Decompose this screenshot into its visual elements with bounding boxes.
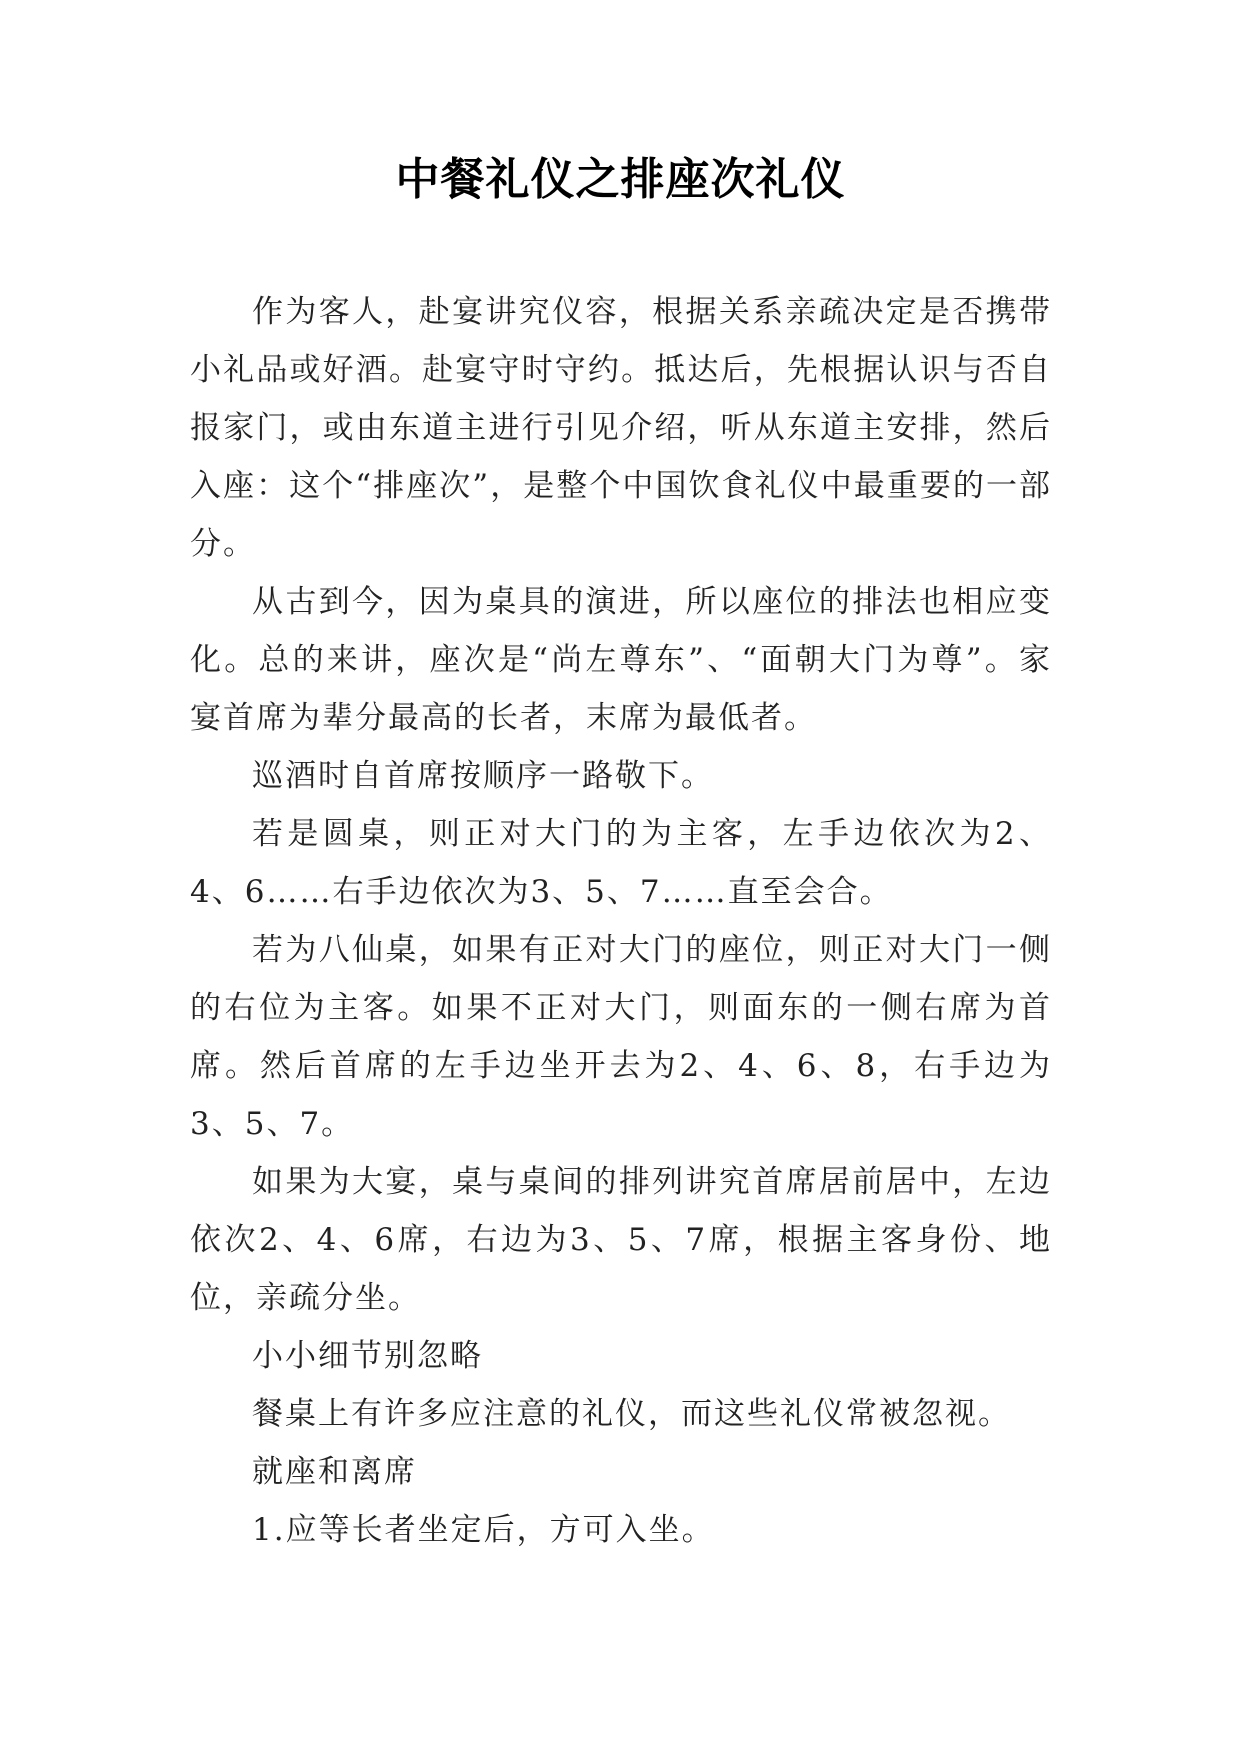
paragraph: 若是圆桌，则正对大门的为主客，左手边依次为2、4、6……右手边依次为3、5、7……直至会合。 <box>190 816 1052 910</box>
section-heading: 小小细节别忽略 <box>252 1338 483 1374</box>
section-heading: 就座和离席 <box>252 1454 417 1490</box>
list-item: 1.应等长者坐定后，方可入坐。 <box>252 1512 715 1548</box>
paragraph: 若为八仙桌，如果有正对大门的座位，则正对大门一侧的右位为主客。如果不正对大门，则面东的一侧右席为首席。然后首席的左手边坐开去为2、4、6、8，右手边为3、5、7。 <box>190 932 1052 1142</box>
paragraph: 如果为大宴，桌与桌间的排列讲究首席居前居中，左边依次2、4、6席，右边为3、5、7席，根据主客身份、地位，亲疏分坐。 <box>190 1164 1052 1316</box>
document-title: 中餐礼仪之排座次礼仪 <box>395 154 846 205</box>
document-body <box>190 283 1052 1559</box>
paragraph: 作为客人，赴宴讲究仪容，根据关系亲疏决定是否携带小礼品或好酒。赴宴守时守约。抵达后，先根据认识与否自报家门，或由东道主进行引见介绍，听从东道主安排，然后入座：这个“排座次”，是整个中国饮食礼仪中最重要的一部分。 <box>190 294 1052 562</box>
paragraph: 从古到今，因为桌具的演进，所以座位的排法也相应变化。总的来讲，座次是“尚左尊东”、“面朝大门为尊”。家宴首席为辈分最高的长者，末席为最低者。 <box>190 584 1052 736</box>
paragraph: 餐桌上有许多应注意的礼仪，而这些礼仪常被忽视。 <box>252 1396 1011 1432</box>
paragraph: 巡酒时自首席按顺序一路敬下。 <box>252 758 714 794</box>
